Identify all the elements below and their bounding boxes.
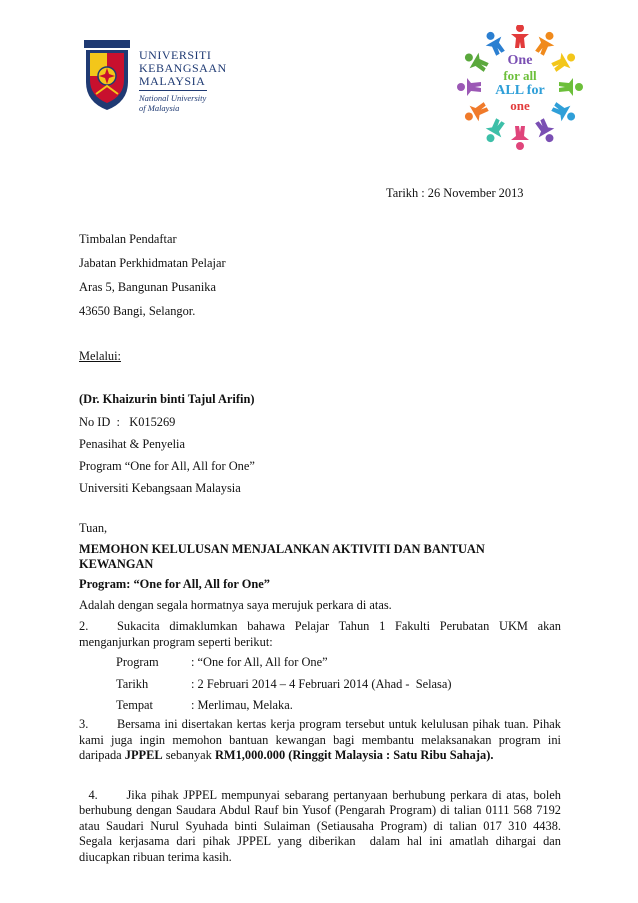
paragraph-4-text: Jika pihak JPPEL mempunyai sebarang pertanyaan berhubung perkara di atas, boleh berhubung dengan Saudara Abdul Rauf bin Yusof (Pengarah Program) di talian 0111 568 7192 atau Saudari Nurul Syuhada binti Sulaiman (Setiausaha Program) di talian 017 310 4438. Segala kerjasama dari pihak JPPEL yang diberikan dalam hal ini amatlah dihargai dan diucapkan ribuan terima kasih. — [79, 787, 568, 864]
via-role: Penasihat & Penyelia — [79, 437, 185, 451]
person-figure-icon — [457, 78, 481, 96]
person-figure-icon — [511, 25, 529, 48]
paragraph-2 — [79, 619, 561, 650]
detail-row — [116, 698, 293, 713]
paragraph-3-bold-1: JPPEL — [124, 748, 163, 762]
logo-subtitle-2: of Malaysia — [139, 103, 180, 113]
detail-row — [116, 677, 452, 692]
intro-paragraph: Adalah dengan segala hormatnya saya merujuk perkara di atas. — [79, 598, 392, 612]
via-name: (Dr. Khaizurin binti Tajul Arifin) — [79, 392, 255, 406]
badge-line-1: One — [507, 53, 533, 68]
logo-line-1: UNIVERSITI — [139, 48, 212, 62]
detail-label: Tempat — [116, 698, 153, 712]
salutation: Tuan, — [79, 521, 108, 535]
person-figure-icon — [481, 116, 509, 146]
subject-line-2: KEWANGAN — [79, 557, 154, 571]
paragraph-4-number: 4. — [88, 787, 98, 802]
badge-line-2: for all — [503, 68, 537, 83]
detail-value: : “One for All, All for One” — [191, 655, 328, 669]
logo-line-2: KEBANGSAAN — [139, 61, 227, 75]
paragraph-3-text-b: sebanyak — [162, 748, 215, 762]
paragraph-3 — [79, 717, 561, 764]
recipient-line-3: Aras 5, Bangunan Pusanika — [79, 280, 216, 294]
subject-line-1: MEMOHON KELULUSAN MENJALANKAN AKTIVITI DAN BANTUAN — [79, 542, 485, 556]
recipient-line-2: Jabatan Perkhidmatan Pelajar — [79, 256, 226, 270]
badge-line-3: ALL for — [495, 83, 545, 98]
paragraph-3-text-a: Bersama ini disertakan kertas kerja program tersebut untuk kelulusan pihak tuan. Pihak kami juga ingin memohon bantuan kewangan bagi membantu melaksanakan program ini daripada — [79, 717, 561, 762]
detail-label: Program — [116, 655, 159, 669]
university-crest-icon — [82, 40, 132, 112]
detail-label: Tarikh — [116, 677, 149, 691]
person-figure-icon — [511, 126, 529, 150]
program-badge — [455, 25, 585, 150]
via-university: Universiti Kebangsaan Malaysia — [79, 481, 241, 495]
recipient-line-4: 43650 Bangi, Selangor. — [79, 304, 196, 318]
person-figure-icon — [559, 78, 583, 96]
recipient-line-1: Timbalan Pendaftar — [79, 232, 177, 246]
paragraph-3-bold-2: RM1,000.000 (Ringgit Malaysia : Satu Ribu Sahaja). — [214, 748, 494, 762]
paragraph-3-number: 3. — [79, 717, 89, 731]
detail-row — [116, 655, 328, 670]
via-label: Melalui: — [79, 349, 121, 363]
badge-text — [485, 53, 555, 113]
person-figure-icon — [532, 116, 560, 146]
via-id: No ID : K015269 — [79, 415, 176, 429]
detail-value: : Merlimau, Melaka. — [191, 698, 293, 712]
logo-line-3: MALAYSIA — [139, 74, 206, 88]
detail-value: : 2 Februari 2014 – 4 Februari 2014 (Ahad - Selasa) — [191, 677, 452, 691]
paragraph-4 — [79, 772, 568, 865]
letter-date: Tarikh : 26 November 2013 — [386, 186, 524, 200]
university-logo — [82, 40, 322, 120]
logo-divider — [139, 90, 207, 91]
logo-subtitle-1: National University — [139, 93, 207, 103]
badge-line-4: one — [510, 98, 530, 113]
paragraph-2-number: 2. — [79, 619, 89, 633]
via-program: Program “One for All, All for One” — [79, 459, 255, 473]
paragraph-2-text: Sukacita dimaklumkan bahawa Pelajar Tahun 1 Fakulti Perubatan UKM akan menganjurkan program seperti berikut: — [79, 619, 561, 649]
subject-program: Program: “One for All, All for One” — [79, 577, 271, 591]
